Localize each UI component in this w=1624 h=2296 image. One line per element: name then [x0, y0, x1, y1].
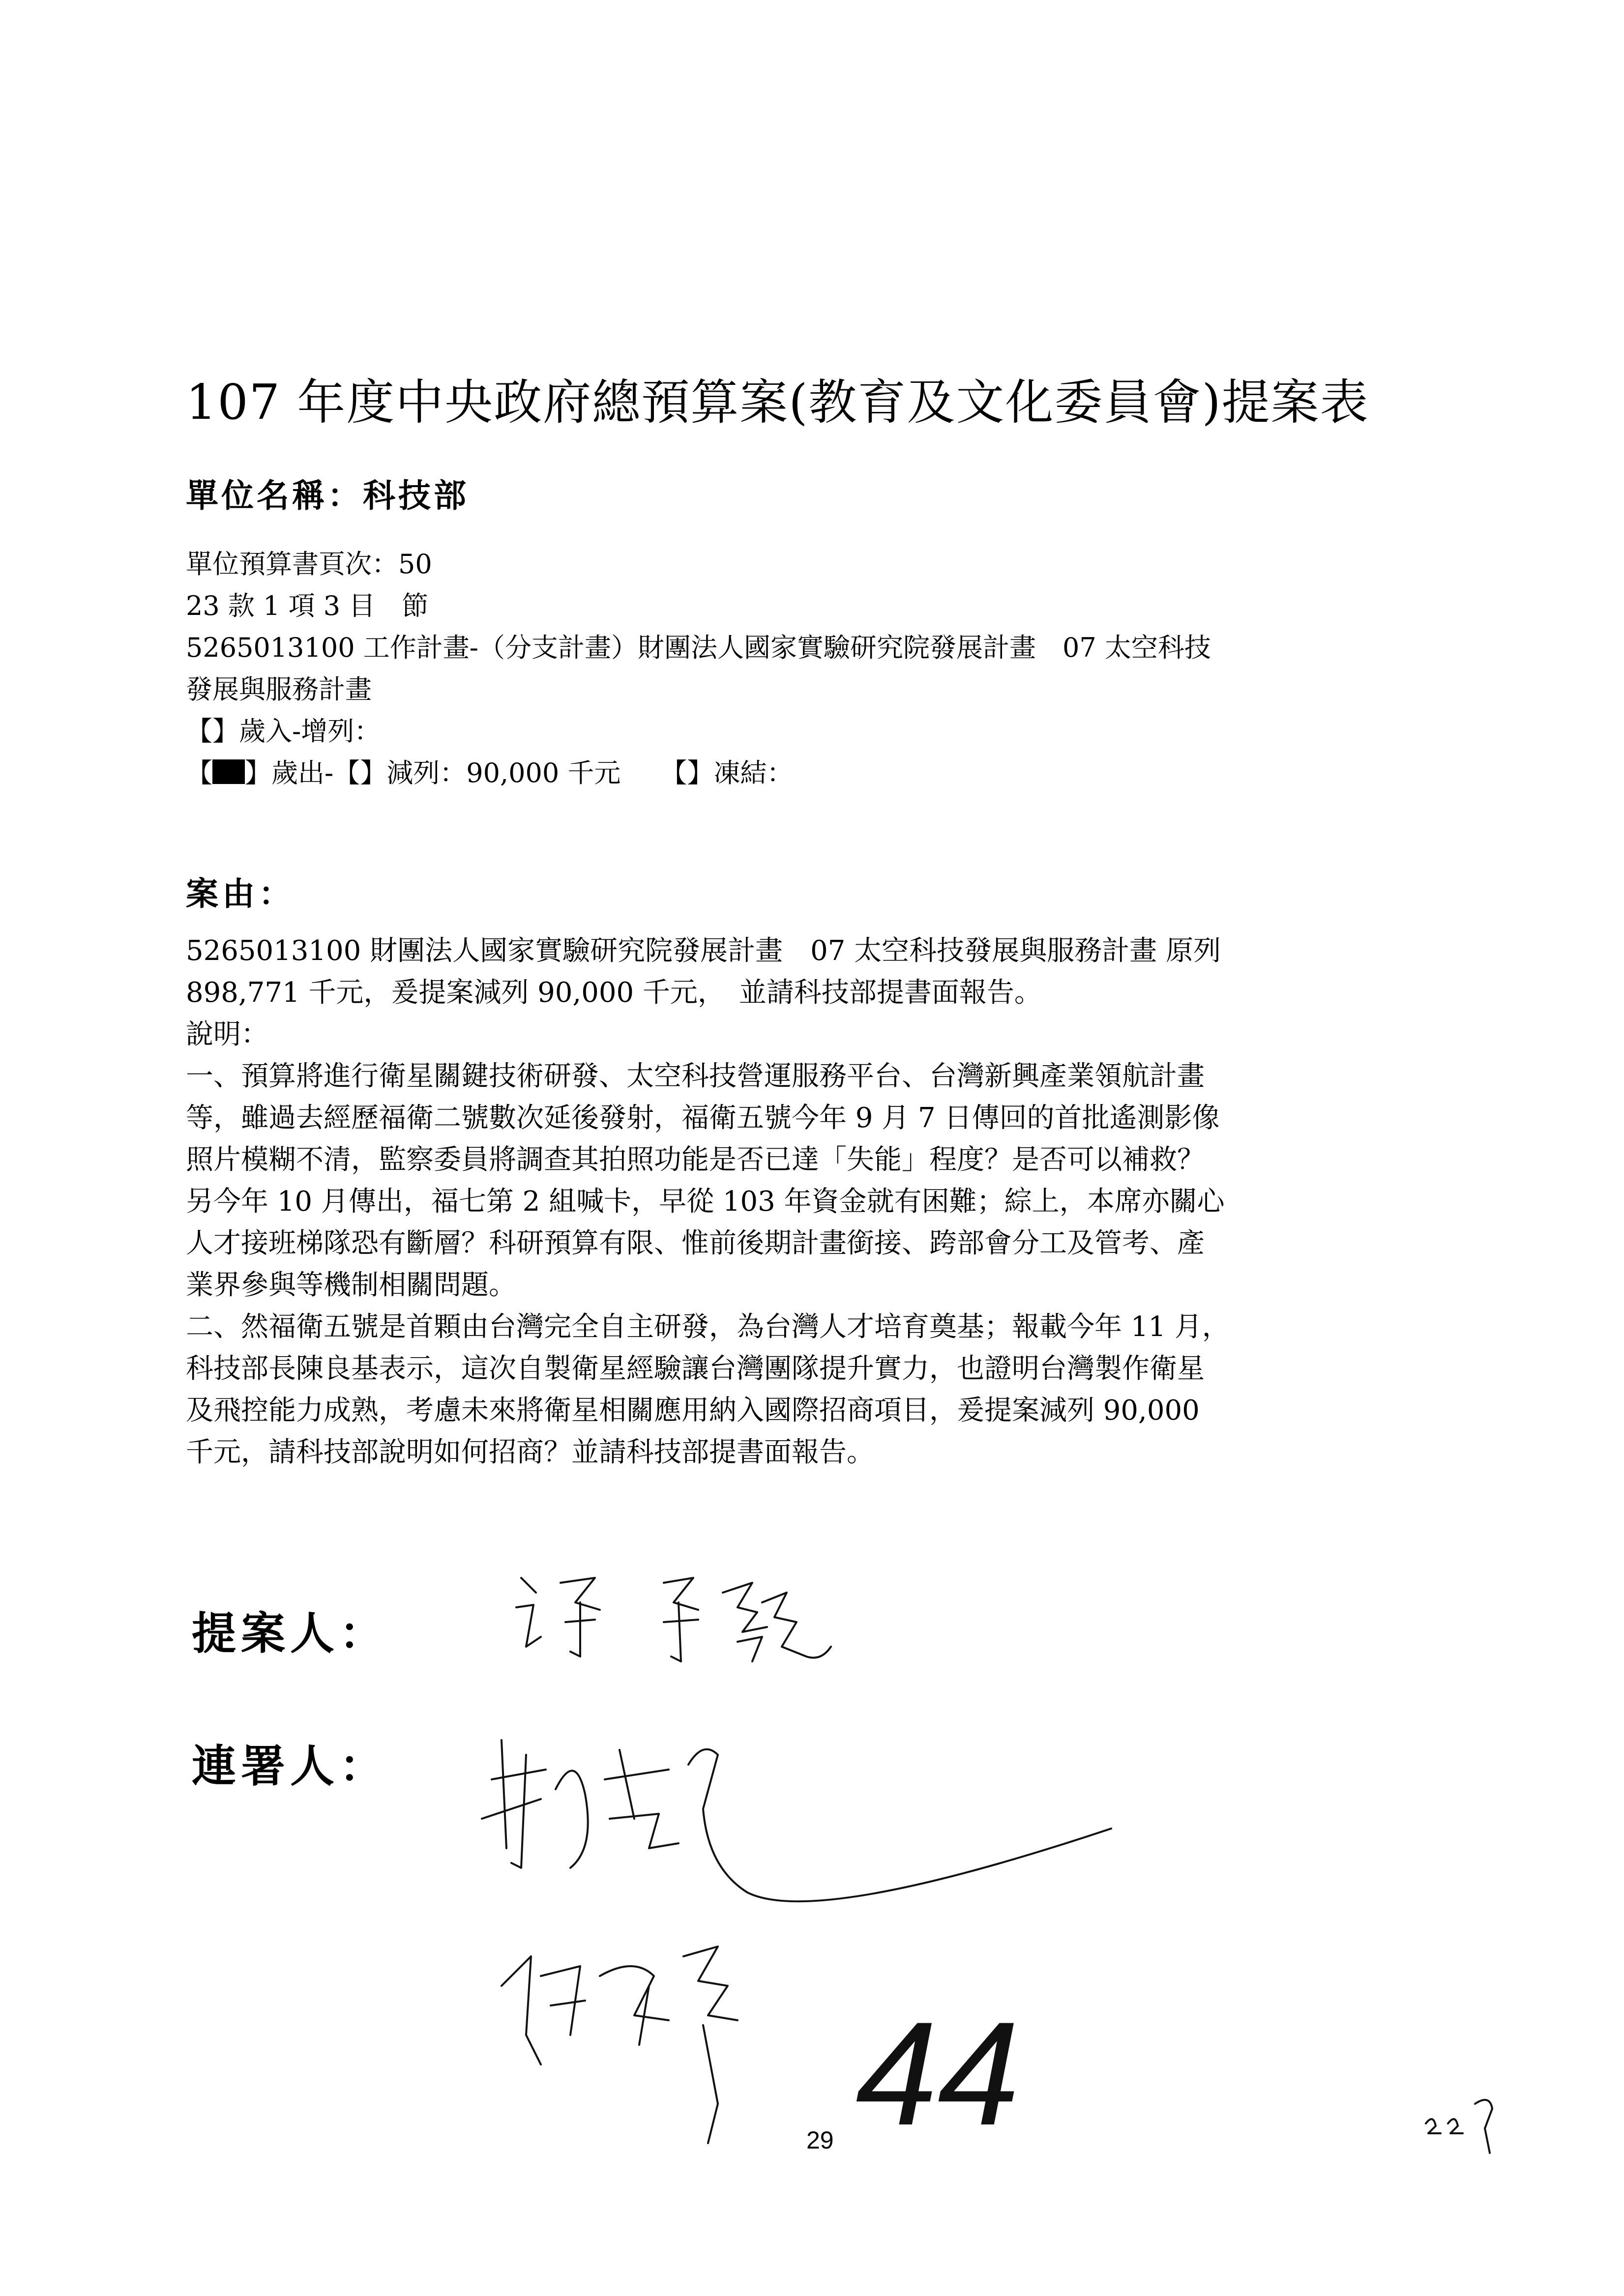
proposer-label: 提案人： — [192, 1608, 388, 1659]
body-line: 898,771 千元，爰提案減列 90,000 千元， 並請科技部提書面報告。 — [186, 977, 1042, 1009]
expenditure-text: 】歲出-【】減列：90,000 千元 【】凍結： — [245, 757, 794, 788]
body-line: 及飛控能力成熟，考慮未來將衛星相關應用納入國際招商項目，爰提案減列 90,000 — [186, 1395, 1200, 1426]
body-line: 另今年 10 月傳出，福七第 2 組喊卡，早從 103 年資金就有困難；綜上，本席亦關心 — [186, 1186, 1225, 1218]
budget-page-line: 單位預算書頁次：50 — [186, 549, 432, 580]
revenue-line: 【】歲入-增列： — [186, 716, 381, 747]
unit-name: 單位名稱：科技部 — [186, 476, 469, 515]
body-line: 二、然福衛五號是首顆由台灣完全自主研發，為台灣人才培育奠基；報載今年 11 月， — [186, 1311, 1230, 1343]
bracket-open: 【 — [186, 757, 212, 788]
cosigner-label: 連署人： — [192, 1741, 388, 1792]
body-line: 科技部長陳良基表示，這次自製衛星經驗讓台灣團隊提升實力，也證明台灣製作衛星 — [186, 1353, 1205, 1385]
plan-line-2: 發展與服務計畫 — [186, 674, 372, 705]
checked-box — [212, 759, 245, 784]
page-title: 107 年度中央政府總預算案(教育及文化委員會)提案表 — [186, 375, 1369, 431]
expenditure-line — [186, 752, 793, 790]
corner-handwritten-mark — [1421, 2084, 1519, 2163]
page-number: 29 — [806, 2126, 834, 2154]
body-line: 業界參與等機制相關問題。 — [186, 1269, 516, 1301]
reason-heading: 案由： — [186, 874, 295, 913]
body-line: 人才接班梯隊恐有斷層？科研預算有限、惟前後期計畫銜接、跨部會分工及管考、產 — [186, 1227, 1205, 1259]
proposer-signature — [506, 1563, 860, 1676]
item-code-line: 23 款 1 項 3 目 節 — [186, 590, 429, 621]
body-line: 一、預算將進行衛星關鍵技術研發、太空科技營運服務平台、台灣新興產業領航計畫 — [186, 1060, 1205, 1092]
body-line: 等，雖過去經歷福衛二號數次延後發射，福衛五號今年 9 月 7 日傳回的首批遙測影像 — [186, 1102, 1220, 1134]
body-line: 千元，請科技部說明如何招商？並請科技部提書面報告。 — [186, 1436, 874, 1468]
plan-line-1: 5265013100 工作計畫-（分支計畫）財團法人國家實驗研究院發展計畫 07 太空科技 — [186, 632, 1211, 663]
body-line: 說明： — [186, 1018, 268, 1050]
handwritten-number: 44 — [856, 1991, 1020, 2156]
cosigner-signature — [472, 1720, 1160, 2163]
body-line: 5265013100 財團法人國家實驗研究院發展計畫 07 太空科技發展與服務計畫 原列 — [186, 935, 1221, 967]
body-line: 照片模糊不清，監察委員將調查其拍照功能是否已達「失能」程度？是否可以補救？ — [186, 1144, 1205, 1176]
